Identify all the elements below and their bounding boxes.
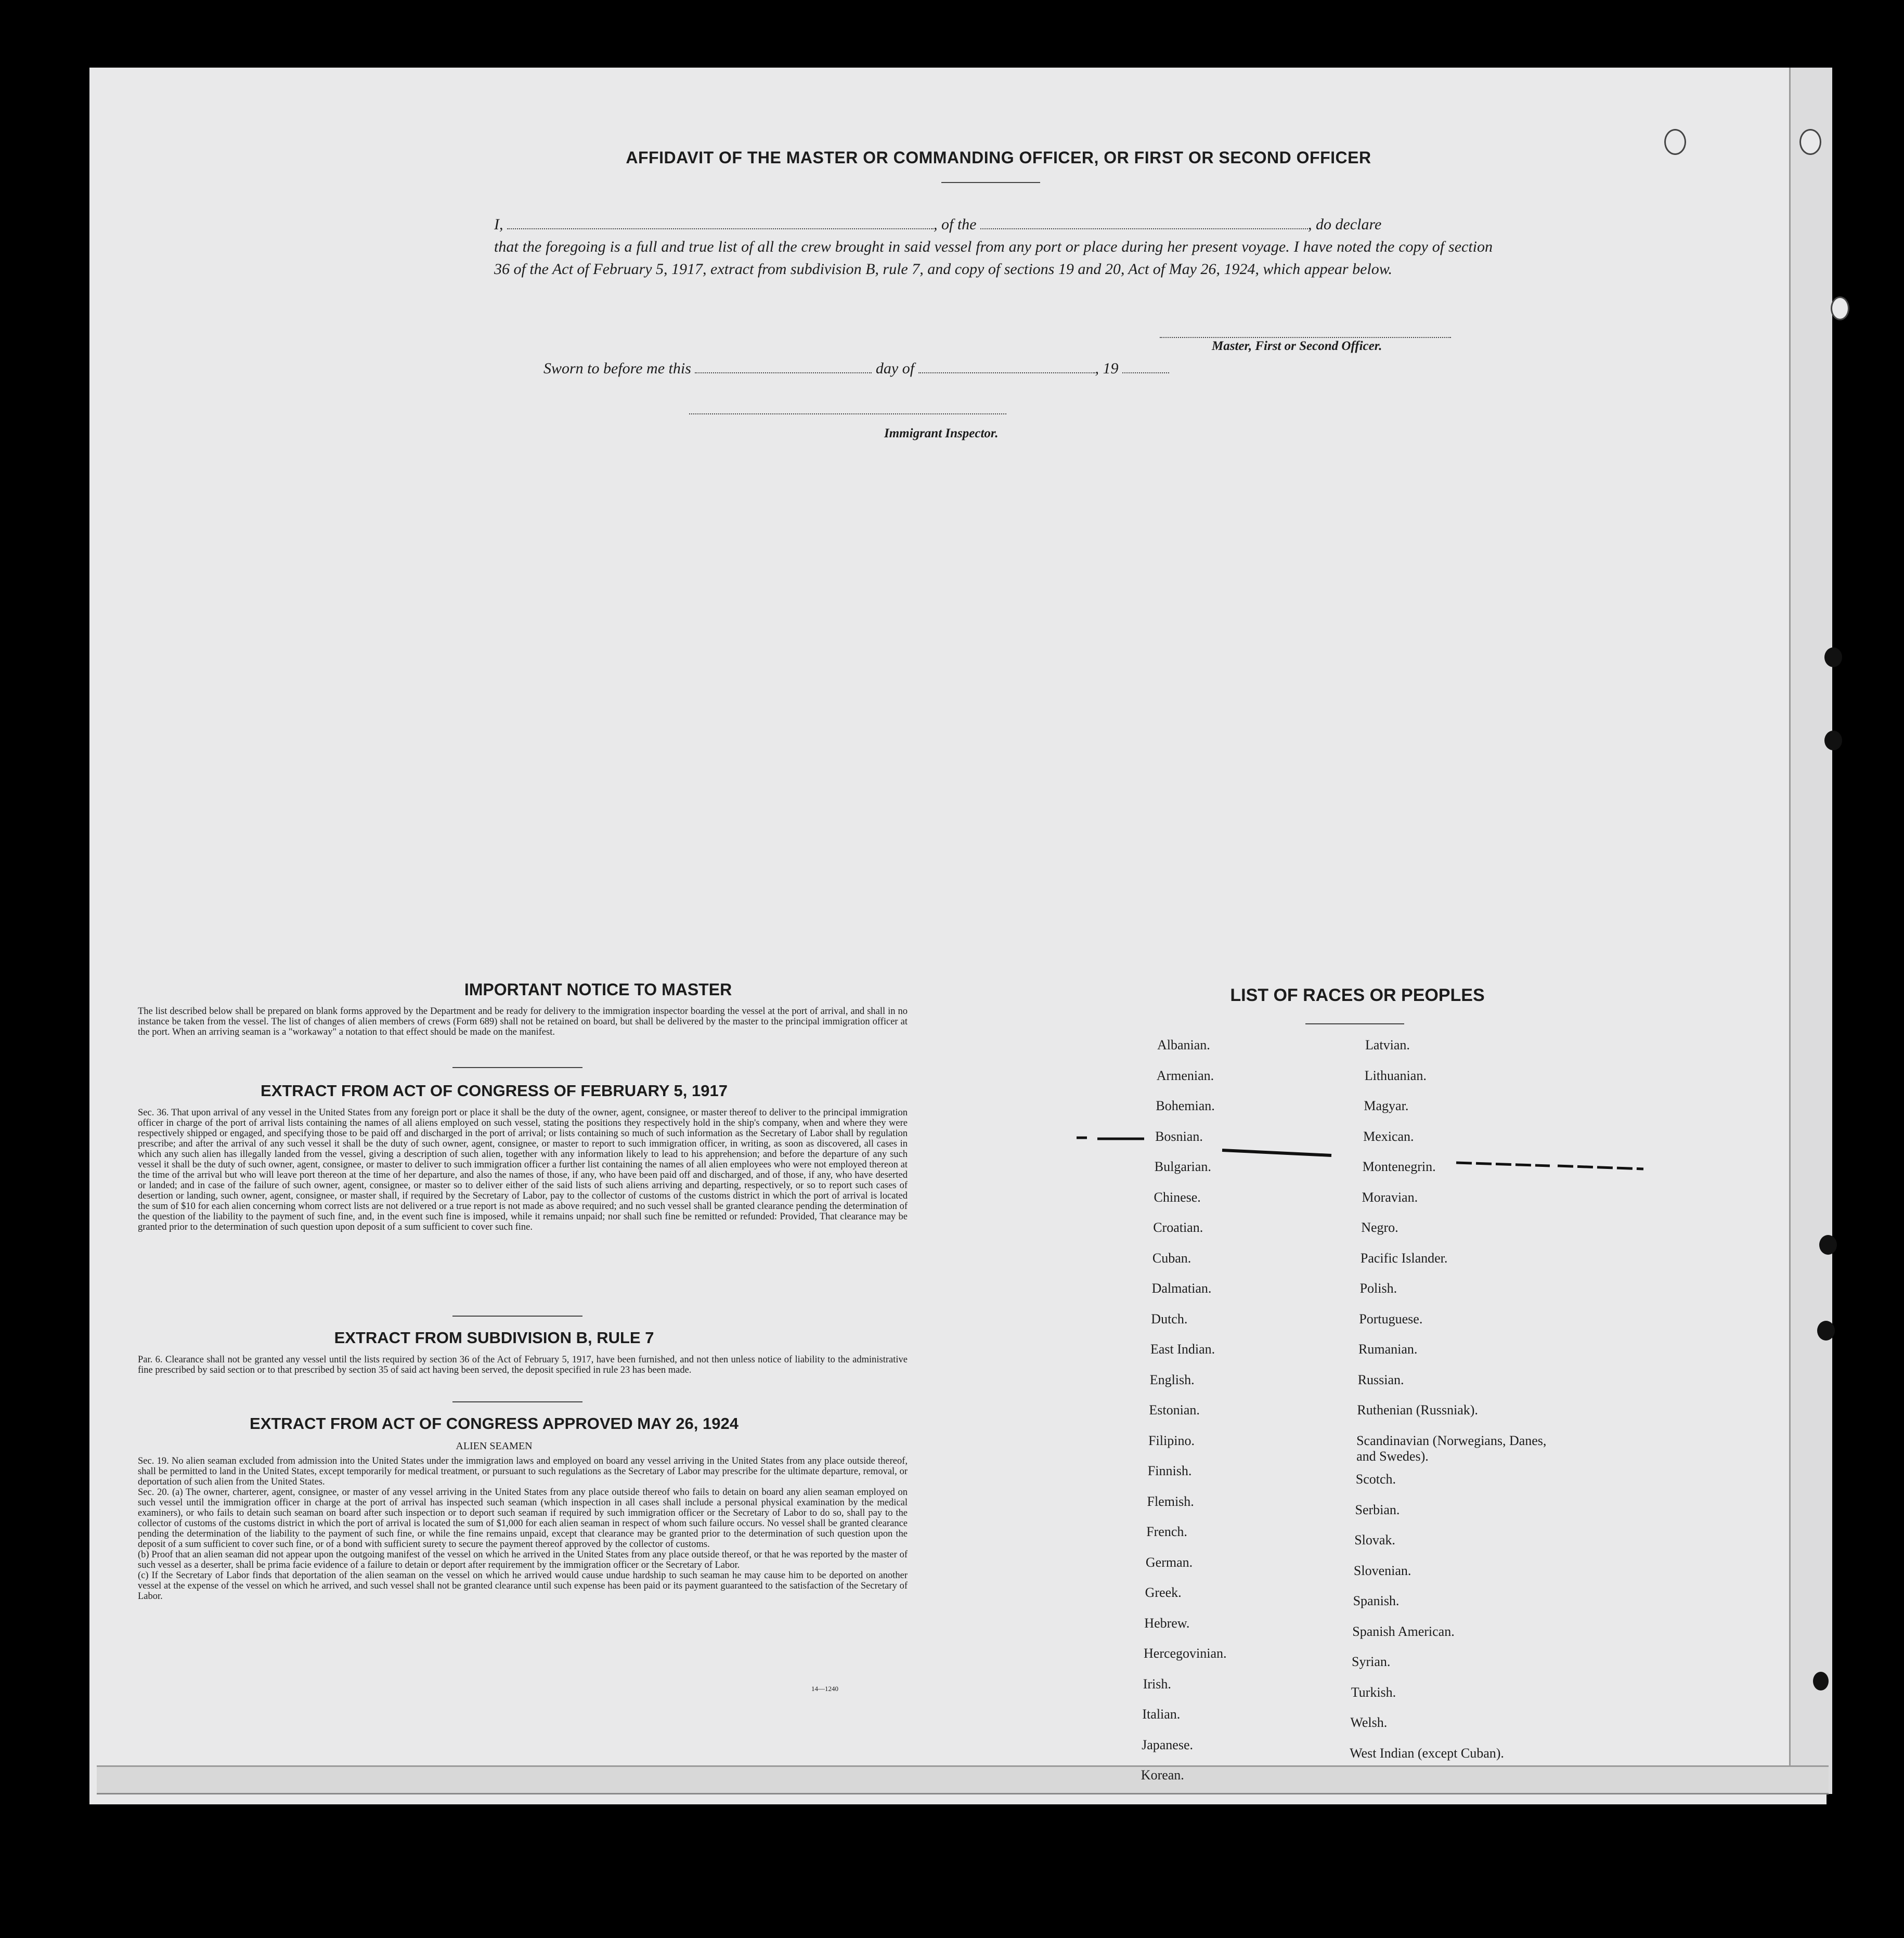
name-field[interactable] [507,215,934,229]
race-item: Croatian. [1153,1220,1203,1235]
races-title-rule [1305,1023,1404,1024]
race-item: Slovak. [1354,1532,1395,1547]
section-rule [452,1067,582,1068]
affidavit-declaration-line [494,213,1493,236]
race-item: Russian. [1357,1372,1404,1387]
master-signature-line[interactable] [1160,337,1451,338]
race-item: Moravian. [1362,1189,1418,1205]
race-item: German. [1145,1554,1193,1570]
notice-title: IMPORTANT NOTICE TO MASTER [464,980,732,999]
race-item: Lithuanian. [1364,1068,1427,1083]
race-item: Albanian. [1157,1037,1210,1052]
year-prefix: , 19 [1095,360,1119,377]
race-item: Hercegovinian. [1144,1646,1227,1661]
race-item: Italian. [1142,1707,1181,1722]
affidavit-body [494,213,1493,280]
race-item: Spanish. [1353,1593,1400,1608]
declare-label: , do declare [1308,216,1382,233]
sec-20b-text: (b) Proof that an alien seaman did not appear upon the outgoing manifest of the vessel on which he arrived in the United States from any place outside thereof, or that he was reported by the master of such vessel as a deserter, shall be prima facie evidence of a failure to detain or deport after requirement by the immigration officer or the Secretary of Labor. [138,1550,908,1570]
race-item: Cuban. [1152,1250,1191,1266]
extract-1924-subtitle: ALIEN SEAMEN [456,1440,533,1452]
sec-20a-text: Sec. 20. (a) The owner, charterer, agent, consignee, or master of any vessel arriving in the United States from any place outside thereof who fails to detain on board any alien seaman employed on such vessel until the immigration officer in charge at the port of arrival has inspected such seaman (which inspection in all cases shall include a personal physical examination by the medical examiners), or who fails to detain such seaman on board after such inspection or to deport such seaman if required by such immigration officer or the Secretary of Labor to do so, shall pay to the collector of customs of the customs district in which the port of arrival is located the sum of $1,000 for each alien seaman in respect of whom such failure occurs. No vessel shall be granted clearance pending the determination of the liability to the payment of such fine, or while the fine remains unpaid, except that clearance may be granted prior to the determination of such question upon the deposit of a sum sufficient to cover such fine, or of a bond with sufficient surety to secure the payment thereof approved by the collector of customs. [138,1487,908,1550]
race-item: Syrian. [1352,1654,1391,1669]
race-item: Finnish. [1147,1463,1192,1478]
sworn-month-field[interactable] [918,359,1095,373]
race-item: Rumanian. [1358,1342,1418,1357]
race-item: Magyar. [1364,1098,1409,1113]
extract-1924-body [138,1456,908,1602]
race-item: Bosnian. [1155,1128,1203,1144]
sec-19-text: Sec. 19. No alien seaman excluded from admission into the United States under the immigration laws and employed on board any vessel arriving in the United States from any place outside thereof, shall be permitted to land in the United States, except temporarily for medical treatment, or pursuant to such regulations as the Secretary of Labor may prescribe for the ultimate departure, removal, or deportation of such alien from the United States. [138,1456,908,1487]
section-rule [452,1401,582,1402]
race-item: Estonian. [1149,1402,1200,1417]
binder-hole [1817,1321,1835,1341]
race-item: Armenian. [1156,1068,1214,1083]
extract-1917-body: Sec. 36. That upon arrival of any vessel in the United States from any foreign port or place it shall be the duty of the owner, agent, consignee, or master thereof to deliver to the principal immigration officer in charge of the port of arrival lists containing the names of all aliens employed on such vessel, stating the positions they respectively hold in the ship's company, when and where they were respectively shipped or engaged, and specifying those to be paid off and discharged in the port of arrival; or lists containing so much of such information as the Secretary of Labor shall by regulation prescribe; and after the arrival of any such vessel it shall be the duty of such owner, agent, consignee, or master to report to such immigration officer, in writing, as soon as discovered, all cases in which any such alien has illegally landed from the vessel, giving a description of such alien, together with any information likely to lead to his apprehension; and before the departure of any such vessel it shall be the duty of such owner, agent, consignee, or master to deliver to such immigration officer a further list containing the names of all alien employees who were not employed thereon at the time of the arrival but who will leave port thereon at the time of her departure, and also the names of those, if any, who have been paid off and discharged, and of those, if any, who have deserted or landed; and in case of the failure of such owner, agent, consignee, or master so to deliver either of the said lists of such aliens arriving and departing, respectively, or so to report such cases of desertion or landing, such owner, agent, consignee, or master shall, if required by the Secretary of Labor, pay to the collector of customs of the customs district in which the port of arrival is located the sum of $10 for each alien concerning whom correct lists are not delivered or a true report is not made as above required; and no such vessel shall be granted clearance pending the determination of the question of the liability to the payment of such fine, and, in the event such fine is imposed, while it remains unpaid; nor shall such fine be remitted or refunded: Provided, That clearance may be granted prior to the determination of such question upon deposit of a sum sufficient to cover such fine. [138,1108,908,1232]
section-rule [452,1316,582,1317]
race-item: Korean. [1141,1767,1184,1783]
race-item: Mexican. [1363,1128,1414,1144]
race-item: Welsh. [1350,1715,1388,1730]
title-rule [941,182,1040,183]
of-the-label: , of the [934,216,977,233]
extract-rule7-body: Par. 6. Clearance shall not be granted any vessel until the lists required by section 36 of the Act of February 5, 1917, have been furnished, and not then unless notice of liability to the administrative fine prescribed by said section or to that prescribed by section 35 of said act having been served, the deposit specified in rule 23 has been made. [138,1355,908,1375]
race-item: Greek. [1145,1585,1182,1600]
race-item: East Indian. [1150,1342,1215,1357]
page-stack-edge-right [1789,68,1832,1794]
day-of-label: day of [875,360,915,377]
affidavit-title: AFFIDAVIT OF THE MASTER OR COMMANDING OFFICER, OR FIRST OR SECOND OFFICER [626,148,1371,167]
race-item: French. [1146,1524,1187,1539]
race-item: English. [1149,1372,1195,1387]
race-item: Japanese. [1142,1737,1193,1752]
binder-hole [1824,647,1842,667]
race-item: Negro. [1361,1220,1398,1235]
race-item: West Indian (except Cuban). [1350,1745,1504,1761]
race-item: Slovenian. [1353,1563,1411,1578]
race-item: Bulgarian. [1154,1159,1211,1174]
race-item: Dalmatian. [1151,1281,1212,1296]
extract-rule7-title: EXTRACT FROM SUBDIVISION B, RULE 7 [334,1329,654,1347]
sworn-line [543,359,1272,378]
page-stack-edge-bottom [97,1765,1829,1794]
race-item: Serbian. [1355,1502,1400,1517]
notice-body: The list described below shall be prepared on blank forms approved by the Department and be ready for delivery to the immigration inspector boarding the vessel at the port of arrival, and shall in no instance be taken from the vessel. The list of changes of alien members of crews (Form 689) shall not be retained on board, but shall be delivered by the master to the principal immigration officer at the port. When an arriving seaman is a "workaway" a notation to that effect should be made on the manifest. [138,1006,908,1037]
form-number: 14—1240 [811,1685,838,1693]
handwritten-marks [1071,1128,1654,1175]
pen-stroke [1222,1150,1331,1155]
extract-1917-title: EXTRACT FROM ACT OF CONGRESS OF FEBRUARY 5, 1917 [261,1082,728,1100]
inspector-signature-line[interactable] [689,413,1006,414]
race-item: Polish. [1359,1281,1397,1296]
races-title: LIST OF RACES OR PEOPLES [1230,985,1485,1005]
binder-hole [1824,731,1842,750]
race-item: Chinese. [1154,1189,1201,1205]
race-item: Montenegrin. [1362,1159,1436,1174]
binder-ring [1664,129,1686,155]
race-item: Filipino. [1148,1433,1195,1448]
inspector-signature-label: Immigrant Inspector. [884,426,999,440]
race-item: Scotch. [1355,1472,1396,1487]
sworn-year-field[interactable] [1122,359,1169,373]
race-item: Ruthenian (Russniak). [1357,1402,1478,1417]
race-item: Scandinavian (Norwegians, Danes, and Swedes). [1356,1433,1547,1464]
binder-hole [1813,1672,1829,1690]
binder-ring [1831,296,1849,320]
race-item: Irish. [1143,1676,1171,1692]
race-item: Latvian. [1365,1037,1410,1052]
race-item: Bohemian. [1156,1098,1215,1113]
race-item: Pacific Islander. [1360,1250,1448,1266]
affidavit-text: that the foregoing is a full and true list of all the crew brought in said vessel from any port or place during her present voyage. I have noted the copy of section 36 of the Act of February 5, 1917, extract from subdivision B, rule 7, and copy of sections 19 and 20, Act of May 26, 1924, which appear below. [494,238,1493,278]
sworn-prefix: Sworn to before me this [543,360,691,377]
race-item: Hebrew. [1144,1615,1190,1631]
race-item: Spanish American. [1352,1623,1455,1639]
vessel-field[interactable] [980,215,1308,229]
extract-1924-title: EXTRACT FROM ACT OF CONGRESS APPROVED MAY 26, 1924 [250,1414,739,1433]
sec-20c-text: (c) If the Secretary of Labor finds that deportation of the alien seaman on the vessel on which he arrived would cause undue hardship to such seaman he may cause him to be deported on another vessel at the expense of the vessel on which he arrived, and such vessel shall not be granted clearance until such expense has been paid or its payment guaranteed to the satisfaction of the Secretary of Labor. [138,1570,908,1602]
i-label: I, [494,216,503,233]
race-item: Flemish. [1147,1493,1194,1509]
pen-stroke [1077,1138,1144,1139]
race-item: Turkish. [1351,1684,1396,1700]
race-item: Dutch. [1151,1311,1188,1326]
race-item: Portuguese. [1359,1311,1423,1326]
binder-ring [1799,129,1821,155]
binder-hole [1819,1235,1837,1255]
sworn-day-field[interactable] [695,359,872,373]
pen-stroke [1456,1163,1643,1169]
master-signature-label: Master, First or Second Officer. [1212,339,1382,353]
